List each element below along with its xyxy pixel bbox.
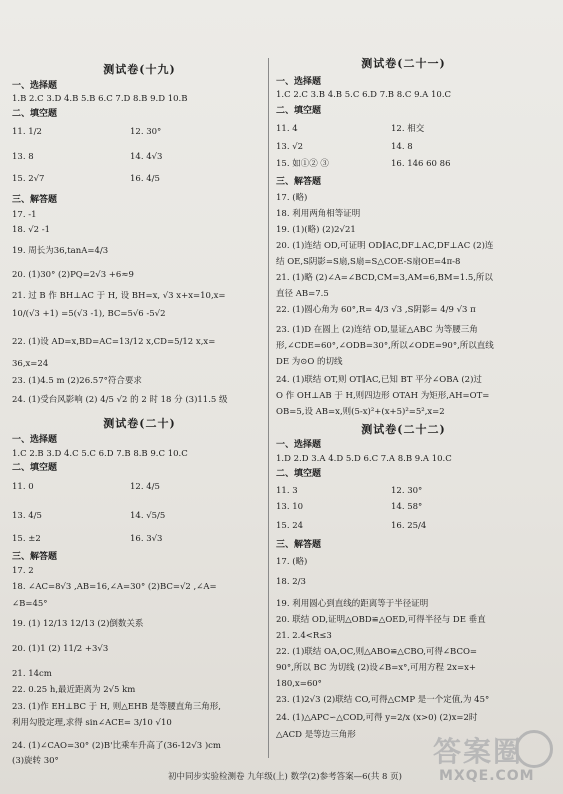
watermark-url: MXQE.COM (439, 768, 535, 784)
test-20-a23b: 利用勾股定理,求得 sin∠ACE= 3/10 √10 (12, 718, 172, 728)
test-20-a21: 21. 14cm (12, 669, 52, 679)
test-20-a17: 17. 2 (12, 566, 34, 576)
test-20-a22: 22. 0.25 h,最近距离为 2√5 km (12, 685, 136, 695)
test-20-section-solve: 三、解答题 (12, 552, 58, 562)
test-19-a21a: 21. 过 B 作 BH⊥AC 于 H, 设 BH=x, √3 x+x=10,x= (12, 291, 226, 301)
test-21-a21b: 直径 AB=7.5 (276, 289, 329, 299)
test-22-a19: 19. 利用圆心到直线的距离等于半径证明 (276, 599, 429, 609)
test-20-a19: 19. (1) 12/13 12/13 (2)倒数关系 (12, 619, 144, 629)
test-19-a24: 24. (1)受台风影响 (2) 4/5 √2 的 2 时 18 分 (3)11.5 级 (12, 395, 228, 405)
test-22-a24b: △ACD 是等边三角形 (276, 730, 356, 740)
test-20-choices: 1.C 2.B 3.D 4.C 5.C 6.D 7.B 8.B 9.C 10.C (12, 449, 188, 459)
test-20-a24b: (3)旋转 30° (12, 756, 59, 766)
test-20-f16: 16. 3√3 (130, 534, 163, 544)
test-22-section-fill: 二、填空题 (276, 469, 322, 479)
test-19-f14: 14. 4√3 (130, 152, 163, 162)
test-20-a18b: ∠B=45° (12, 599, 48, 609)
test-19-section-choice: 一、选择题 (12, 81, 58, 91)
test-20-a20: 20. (1)1 (2) 11/2 +3√3 (12, 644, 109, 654)
test-22-a22c: 180,x=60° (276, 679, 322, 689)
test-22-a23: 23. (1)2√3 (2)联结 CO,可得△CMP 是一个定值,为 45° (276, 695, 490, 705)
test-21-a23a: 23. (1)D 在圆上 (2)连结 OD,显证△ABC 为等腰三角 (276, 325, 478, 335)
watermark-circle-icon (515, 730, 553, 768)
test-22-a22a: 22. (1)联结 OA,OC,则△ABO≌△CBO,可得∠BCO= (276, 647, 478, 657)
test-21-choices: 1.C 2.C 3.B 4.B 5.C 6.D 7.B 8.C 9.A 10.C (276, 90, 452, 100)
test-22-title: 测试卷(二十二) (361, 423, 446, 436)
test-22-f15: 15. 24 (276, 521, 304, 531)
test-20-a24a: 24. (1)∠CAO=30° (2)B'比乘车升高了(36-12√3 )cm (12, 741, 221, 751)
test-21-a24c: OB=5,设 AB=x,则(5-x)²+(x+5)²=5²,x=2 (276, 407, 445, 417)
test-21-a24b: O 作 OH⊥AB 于 H,则四边形 OTAH 为矩形,AH=OT= (276, 391, 490, 401)
test-20-title: 测试卷(二十) (103, 417, 176, 430)
test-20-f12: 12. 4/5 (130, 482, 160, 492)
test-20-f13: 13. 4/5 (12, 511, 42, 521)
test-21-a23c: DE 为⊙O 的切线 (276, 357, 343, 367)
test-22-a22b: 90°,所以 BC 为切线 (2)设∠B=x°,可用方程 2x=x+ (276, 663, 477, 673)
test-19-a21b: 10/(√3 +1) =5(√3 -1), BC=5√6 -5√2 (12, 309, 166, 319)
test-22-section-choice: 一、选择题 (276, 440, 322, 450)
test-21-section-solve: 三、解答题 (276, 177, 322, 187)
test-22-a21: 21. 2.4<R≤3 (276, 631, 332, 641)
test-20-a23a: 23. (1)作 EH⊥BC 于 H, 则△EHB 是等腰直角三角形, (12, 702, 222, 712)
test-21-a24a: 24. (1)联结 OT,则 OT∥AC,已知 BT 平分∠OBA (2)过 (276, 375, 482, 385)
test-21-f12: 12. 相交 (391, 124, 425, 134)
test-19-a17: 17. -1 (12, 210, 37, 220)
test-20-a18a: 18. ∠AC=8√3 ,AB=16,∠A=30° (2)BC=√2 ,∠A= (12, 582, 217, 592)
test-19-f11: 11. 1/2 (12, 127, 42, 137)
test-22-a24a: 24. (1)△APC∽△COD,可得 y=2/x (x>0) (2)x=2时 (276, 713, 478, 723)
test-22-f11: 11. 3 (276, 486, 298, 496)
test-19-section-fill: 二、填空题 (12, 109, 58, 119)
test-21-section-choice: 一、选择题 (276, 77, 322, 87)
test-22-a17: 17. (略) (276, 557, 308, 567)
test-21-f14: 14. 8 (391, 142, 413, 152)
test-19-f15: 15. 2√7 (12, 174, 45, 184)
test-22-a20: 20. 联结 OD,证明△OBD≌△OED,可得半径与 DE 垂直 (276, 615, 486, 625)
test-21-a20a: 20. (1)连结 OD,可证明 OD∥AC,DF⊥AC,DF⊥AC (2)连 (276, 241, 494, 251)
test-19-f16: 16. 4/5 (130, 174, 160, 184)
test-21-a23b: 形,∠CDE=60°,∠ODB=30°,所以∠ODE=90°,所以直线 (276, 341, 494, 351)
test-19-a19: 19. 周长为36,tanA=4/3 (12, 246, 109, 256)
test-20-section-choice: 一、选择题 (12, 435, 58, 445)
test-19-title: 测试卷(十九) (103, 63, 176, 76)
test-21-a18: 18. 利用两角相等证明 (276, 209, 361, 219)
test-19-f12: 12. 30° (130, 127, 162, 137)
test-22-f12: 12. 30° (391, 486, 423, 496)
test-19-a18: 18. √2 -1 (12, 225, 51, 235)
test-21-a17: 17. (略) (276, 193, 308, 203)
test-19-a22b: 36,x=24 (12, 359, 49, 369)
test-21-f15: 15. 如①② ③ (276, 159, 329, 169)
page-footer: 初中同步实验检测卷 九年级(上) 数学(2)参考答案—6(共 8 页) (168, 772, 402, 782)
site-watermark (433, 730, 553, 790)
test-19-a23: 23. (1)4.5 m (2)26.57°符合要求 (12, 376, 142, 386)
test-21-title: 测试卷(二十一) (361, 57, 446, 70)
test-19-f13: 13. 8 (12, 152, 34, 162)
test-19-choices: 1.B 2.C 3.D 4.B 5.B 6.C 7.D 8.B 9.D 10.B (12, 94, 188, 104)
test-20-f15: 15. ±2 (12, 534, 41, 544)
test-19-a22a: 22. (1)设 AD=x,BD=AC=13/12 x,CD=5/12 x,x= (12, 337, 216, 347)
test-19-section-solve: 三、解答题 (12, 195, 58, 205)
test-22-f13: 13. 10 (276, 502, 304, 512)
test-22-f16: 16. 25/4 (391, 521, 427, 531)
test-21-f11: 11. 4 (276, 124, 298, 134)
watermark-text: 答案圈 (433, 735, 524, 768)
test-21-a21a: 21. (1)略 (2)∠A=∠BCD,CM=3,AM=6,BM=1.5,所以 (276, 273, 493, 283)
test-21-section-fill: 二、填空题 (276, 106, 322, 116)
test-21-a20b: 结 OE,S阴影=S扇,S扇=S△COE-S扇OE=4π-8 (276, 257, 461, 267)
test-22-a18: 18. 2/3 (276, 577, 306, 587)
test-19-a20: 20. (1)30° (2)PQ=2√3 +6≈9 (12, 270, 134, 280)
test-21-f16: 16. 146 60 86 (391, 159, 451, 169)
test-20-section-fill: 二、填空题 (12, 463, 58, 473)
test-20-f14: 14. √5/5 (130, 511, 166, 521)
test-20-f11: 11. 0 (12, 482, 34, 492)
test-22-section-solve: 三、解答题 (276, 540, 322, 550)
column-divider (268, 58, 269, 758)
test-21-f13: 13. √2 (276, 142, 304, 152)
test-22-choices: 1.D 2.D 3.A 4.D 5.D 6.C 7.A 8.B 9.A 10.C (276, 454, 452, 464)
test-21-a19: 19. (1)(略) (2)2√21 (276, 225, 356, 235)
test-21-a22: 22. (1)圆心角为 60°,R= 4/3 √3 ,S阴影= 4/9 √3 π (276, 305, 476, 315)
test-22-f14: 14. 58° (391, 502, 423, 512)
